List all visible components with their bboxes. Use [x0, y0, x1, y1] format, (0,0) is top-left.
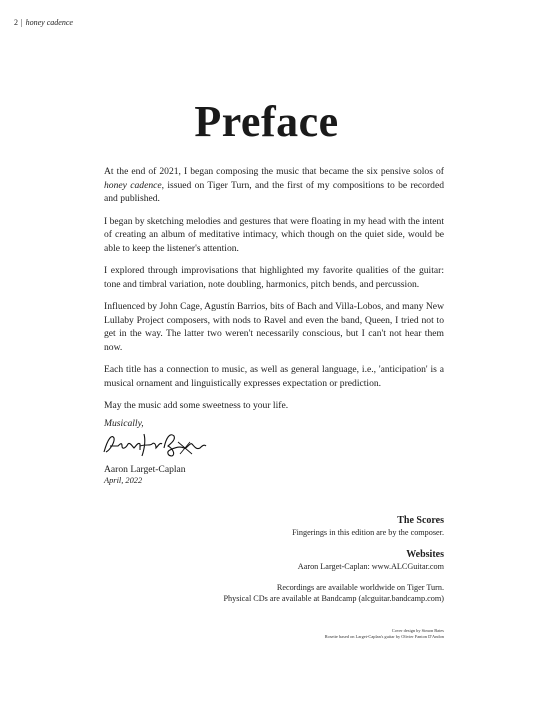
credits — [144, 628, 444, 641]
physical-cds-line: Physical CDs are available at Bandcamp (alcguitar.bandcamp.com) — [223, 594, 444, 603]
header-separator: | — [21, 18, 23, 27]
album-title-italic: honey cadence — [104, 179, 162, 191]
info-block — [144, 514, 444, 604]
rosette-credit: Rosette based on Larget-Caplan's guitar by Olivier Fanton D'Andon — [324, 634, 444, 640]
running-title: honey cadence — [25, 18, 73, 27]
recordings-line: Recordings are available worldwide on Tiger Turn. — [276, 583, 444, 592]
website-line: Aaron Larget-Caplan: www.ALCGuitar.com — [297, 562, 444, 571]
paragraph-2: I began by sketching melodies and gestures that were floating in my head with the intent of creating an album of meditative intimacy, which though on the quiet side, would be able to keep the listener's attention. — [104, 215, 444, 254]
page-header — [14, 18, 73, 27]
paragraph-3: I explored through improvisations that highlighted my favorite qualities of the guitar: tone and timbral variation, note doubling, harmonics, pitch bends, and percussion. — [104, 265, 444, 290]
paragraph-1-start: At the end of 2021, I began composing the music that became the six pensive solos of — [104, 166, 444, 177]
paragraph-1 — [104, 165, 444, 206]
signature-date: April, 2022 — [104, 476, 143, 485]
websites-heading: Websites — [406, 549, 444, 560]
paragraph-6: May the music add some sweetness to your life. — [104, 400, 289, 411]
paragraph-5: Each title has a connection to music, as well as general language, i.e., 'anticipation' is a musical ornament and linguistically expresses expectation or prediction. — [104, 364, 444, 389]
preface-body — [104, 165, 444, 422]
paragraph-1-end: , issued on Tiger Turn, and the first of my compositions to be recorded and published. — [104, 179, 444, 204]
page-title: Preface — [194, 97, 339, 146]
signer-name: Aaron Larget-Caplan — [104, 464, 186, 475]
cover-credit: Cover design by Simon Bates — [391, 628, 444, 633]
scores-text: Fingerings in this edition are by the composer. — [292, 528, 444, 537]
page-number: 2 — [14, 18, 18, 27]
closing-salutation: Musically, — [104, 418, 144, 429]
paragraph-4: Influenced by John Cage, Agustín Barrios, bits of Bach and Villa-Lobos, and many New Lullaby Project composers, with nods to Ravel and even the band, Queen, I tried not to get in the way. The latter two weren't necessarily conscious, but I can't not hear them now. — [104, 301, 444, 353]
scores-heading: The Scores — [397, 515, 444, 526]
handwritten-signature — [100, 428, 210, 465]
